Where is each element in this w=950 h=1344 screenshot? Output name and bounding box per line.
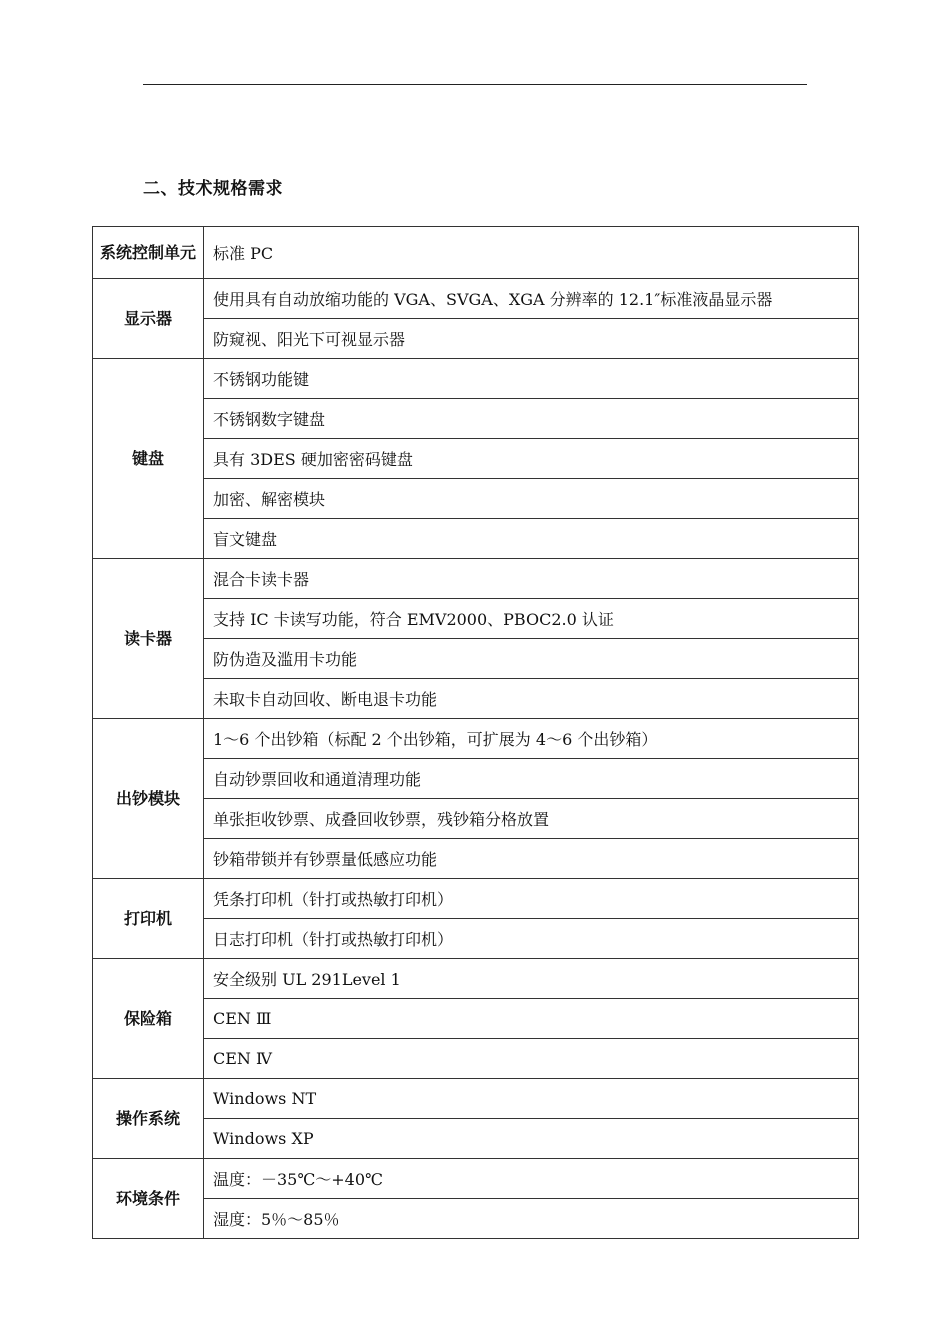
spec-row [93, 999, 859, 1039]
spec-item-cell: 盲文键盘 [204, 519, 859, 559]
spec-category-cell: 出钞模块 [93, 719, 204, 879]
spec-item-cell: 湿度：5％～85％ [204, 1199, 859, 1239]
spec-item-cell: 安全级别 UL 291Level 1 [204, 959, 859, 999]
spec-item-cell: Windows NT [204, 1079, 859, 1119]
spec-item-cell: 温度：－35℃～+40℃ [204, 1159, 859, 1199]
spec-row [93, 799, 859, 839]
spec-row [93, 1199, 859, 1239]
spec-item-cell: 不锈钢数字键盘 [204, 399, 859, 439]
spec-row [93, 559, 859, 599]
spec-item-cell: 日志打印机（针打或热敏打印机） [204, 919, 859, 959]
spec-category-cell: 环境条件 [93, 1159, 204, 1239]
spec-row [93, 639, 859, 679]
spec-item-cell: 防伪造及滥用卡功能 [204, 639, 859, 679]
spec-category-cell: 操作系统 [93, 1079, 204, 1159]
spec-table-body [93, 227, 859, 1239]
spec-row [93, 1039, 859, 1079]
spec-row [93, 279, 859, 319]
spec-category-cell: 系统控制单元 [93, 227, 204, 279]
spec-row [93, 719, 859, 759]
spec-row [93, 879, 859, 919]
spec-item-cell: 使用具有自动放缩功能的 VGA、SVGA、XGA 分辨率的 12.1″标准液晶显示器 [204, 279, 859, 319]
spec-item-cell: 未取卡自动回收、断电退卡功能 [204, 679, 859, 719]
spec-item-cell: 单张拒收钞票、成叠回收钞票，残钞箱分格放置 [204, 799, 859, 839]
spec-item-cell: CEN Ⅳ [204, 1039, 859, 1079]
spec-row [93, 439, 859, 479]
spec-category-cell: 键盘 [93, 359, 204, 559]
spec-row [93, 679, 859, 719]
spec-table [92, 226, 859, 1239]
spec-row [93, 919, 859, 959]
spec-row [93, 1079, 859, 1119]
spec-item-cell: 自动钞票回收和通道清理功能 [204, 759, 859, 799]
spec-row [93, 959, 859, 999]
spec-category-cell: 打印机 [93, 879, 204, 959]
spec-item-cell: 1～6 个出钞箱（标配 2 个出钞箱，可扩展为 4～6 个出钞箱） [204, 719, 859, 759]
spec-item-cell: 加密、解密模块 [204, 479, 859, 519]
spec-item-cell: 具有 3DES 硬加密密码键盘 [204, 439, 859, 479]
spec-row [93, 227, 859, 279]
spec-row [93, 319, 859, 359]
spec-item-cell: 凭条打印机（针打或热敏打印机） [204, 879, 859, 919]
spec-row [93, 599, 859, 639]
spec-row [93, 519, 859, 559]
spec-row [93, 839, 859, 879]
spec-row [93, 1159, 859, 1199]
spec-row [93, 1119, 859, 1159]
spec-item-cell: 不锈钢功能键 [204, 359, 859, 399]
spec-item-cell: CEN Ⅲ [204, 999, 859, 1039]
spec-category-cell: 保险箱 [93, 959, 204, 1079]
section-title: 二、技术规格需求 [143, 179, 283, 199]
header-rule [143, 84, 807, 85]
spec-item-cell: 标准 PC [204, 227, 859, 279]
spec-item-cell: 混合卡读卡器 [204, 559, 859, 599]
spec-item-cell: 支持 IC 卡读写功能，符合 EMV2000、PBOC2.0 认证 [204, 599, 859, 639]
spec-row [93, 399, 859, 439]
spec-category-cell: 显示器 [93, 279, 204, 359]
spec-item-cell: Windows XP [204, 1119, 859, 1159]
spec-item-cell: 防窥视、阳光下可视显示器 [204, 319, 859, 359]
spec-row [93, 759, 859, 799]
spec-item-cell: 钞箱带锁并有钞票量低感应功能 [204, 839, 859, 879]
spec-row [93, 479, 859, 519]
spec-row [93, 359, 859, 399]
spec-category-cell: 读卡器 [93, 559, 204, 719]
